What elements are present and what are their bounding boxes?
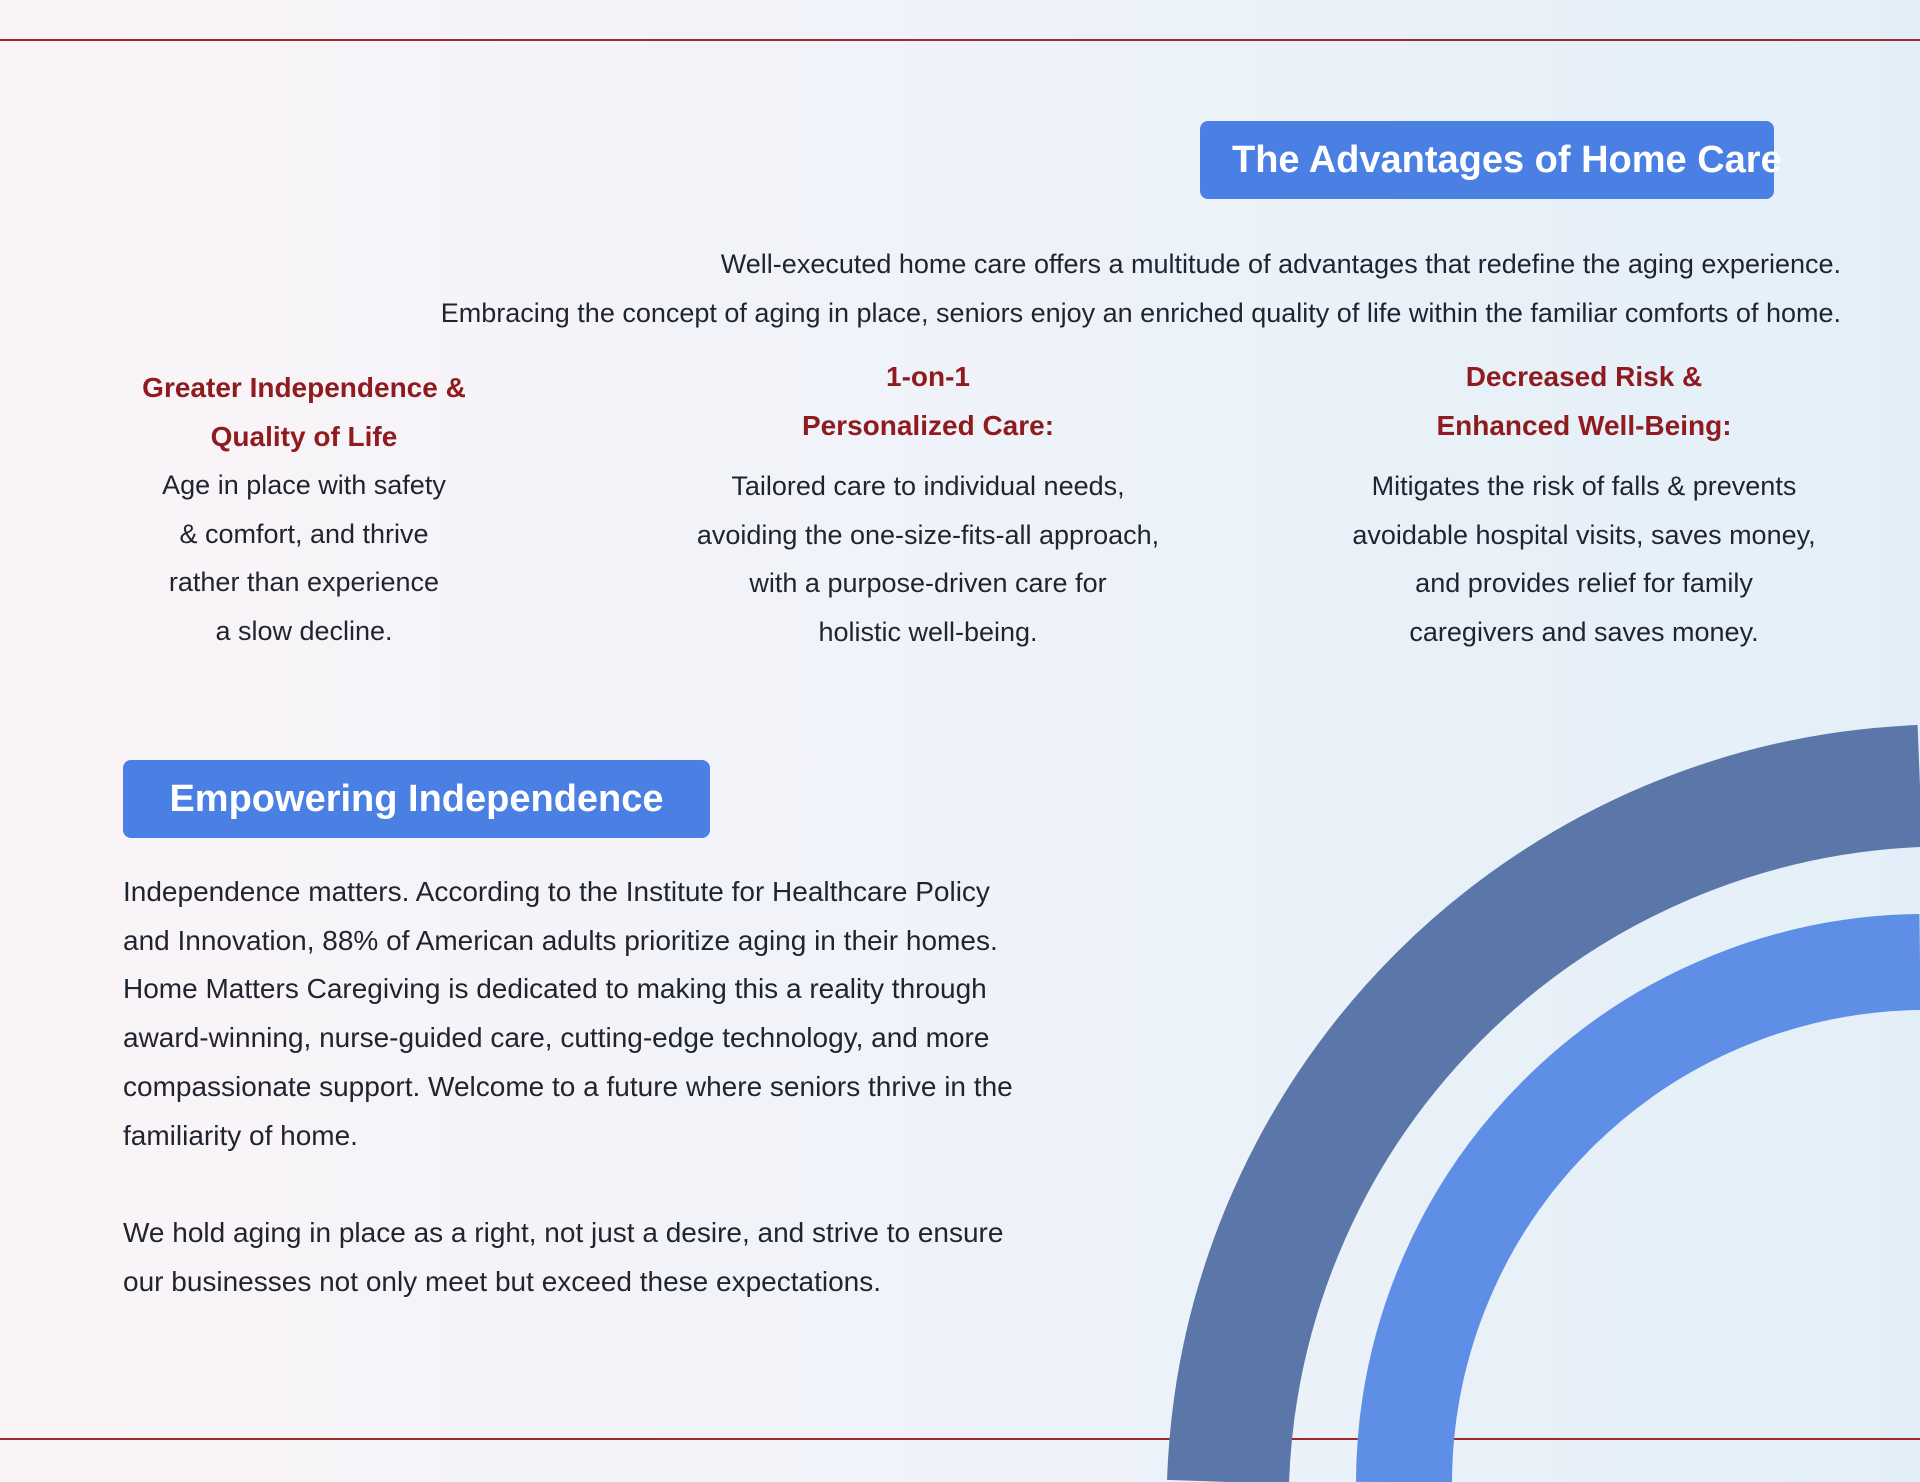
body-line: Age in place with safety [162,470,446,500]
advantage-body [1284,462,1884,656]
advantage-heading [104,363,504,461]
advantage-body [628,462,1228,656]
body-line: avoidable hospital visits, saves money, [1352,519,1816,550]
advantages-intro [141,240,1841,338]
paragraph-line: Home Matters Caregiving is dedicated to making this a reality through [123,973,987,1005]
body-line: & comfort, and thrive [179,518,429,549]
advantage-heading [1284,352,1884,450]
body-line: rather than experience [168,567,440,597]
body-line: a slow decline. [215,615,393,646]
paragraph-line: and Innovation, 88% of American adults prioritize aging in their homes. [123,924,998,956]
body-line: and provides relief for family [1415,568,1753,598]
body-line: with a purpose-driven care for [749,568,1107,598]
heading-line: Quality of Life [210,421,398,452]
body-line: holistic well-being. [818,616,1038,647]
advantage-body [104,461,504,655]
empowering-title: Empowering Independence [123,760,710,838]
paragraph-line: compassionate support. Welcome to a future where seniors thrive in the [123,1070,1013,1102]
body-line: avoiding the one-size-fits-all approach, [696,519,1160,550]
advantage-independence [104,363,504,655]
heading-line: Decreased Risk & [1465,361,1703,392]
heading-line: 1-on-1 [886,361,970,392]
heading-line: Enhanced Well-Being: [1436,410,1732,441]
body-line: Mitigates the risk of falls & prevents [1371,471,1797,501]
empowering-text [123,868,1123,1306]
intro-line: Embracing the concept of aging in place, seniors enjoy an enriched quality of life within the familiar comforts of home. [440,298,1841,328]
heading-line: Personalized Care: [801,410,1055,441]
paragraph-line: award-winning, nurse-guided care, cutting-edge technology, and more [123,1022,990,1054]
intro-line: Well-executed home care offers a multitude of advantages that redefine the aging experience. [720,249,1841,279]
advantages-title: The Advantages of Home Care [1200,121,1774,199]
heading-line: Greater Independence & [142,372,466,403]
paragraph-gap [123,1160,1123,1209]
paragraph-line: Independence matters. According to the Institute for Healthcare Policy [123,876,990,907]
advantage-personalized-care [628,352,1228,656]
body-line: caregivers and saves money. [1409,616,1759,647]
paragraph-line: our businesses not only meet but exceed these expectations. [123,1265,882,1297]
body-line: Tailored care to individual needs, [731,471,1125,501]
advantage-decreased-risk [1284,352,1884,656]
paragraph-line: familiarity of home. [123,1119,358,1151]
paragraph-line: We hold aging in place as a right, not just a desire, and strive to ensure [123,1216,1004,1248]
advantage-heading [628,352,1228,450]
